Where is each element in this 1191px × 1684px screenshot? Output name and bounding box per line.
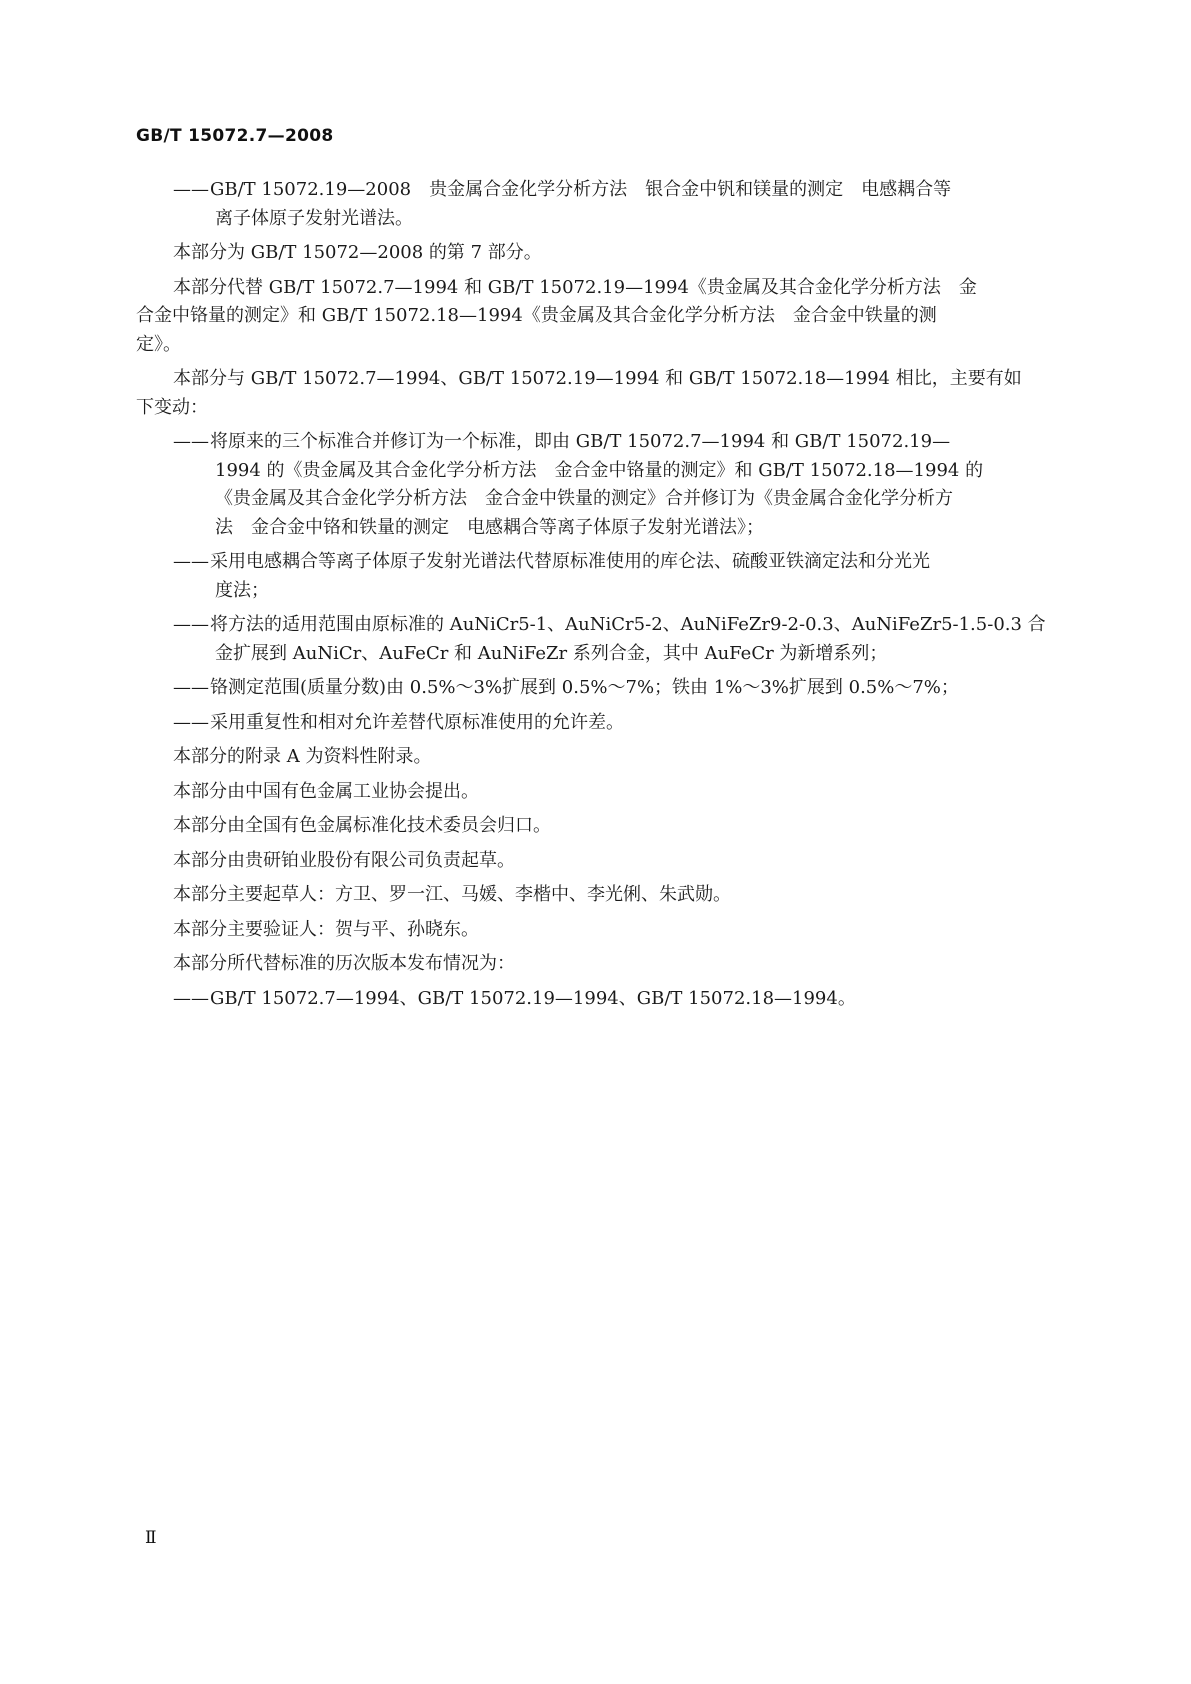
paragraph-line: 本部分为 GB/T 15072—2008 的第 7 部分。: [173, 242, 542, 263]
list-item: [173, 428, 1055, 542]
list-item-line: 将方法的适用范围由原标准的 AuNiCr5-1、AuNiCr5-2、AuNiFeZr9-2-0.3、AuNiFeZr5-1.5-0.3 合: [210, 614, 1046, 635]
paragraph: [173, 950, 1055, 979]
paragraph-line: 本部分与 GB/T 15072.7—1994、GB/T 15072.19—1994 和 GB/T 15072.18—1994 相比，主要有如: [173, 368, 1022, 389]
list-item-line: 1994 的《贵金属及其合金化学分析方法 金合金中铬量的测定》和 GB/T 15072.18—1994 的: [215, 459, 984, 481]
list-item-line: 金扩展到 AuNiCr、AuFeCr 和 AuNiFeZr 系列合金，其中 AuFeCr 为新增系列；: [215, 642, 888, 664]
paragraph: [173, 881, 1055, 910]
list-item: [173, 985, 1055, 1014]
list-item: [173, 709, 1055, 738]
page-number: Ⅱ: [145, 1528, 157, 1548]
dash-bullet: ——: [173, 431, 209, 452]
list-item-line: 采用电感耦合等离子体原子发射光谱法代替原标准使用的库仑法、硫酸亚铁滴定法和分光光: [210, 551, 930, 572]
paragraph-line: 本部分所代替标准的历次版本发布情况为：: [173, 953, 515, 974]
list-item-line: 铬测定范围(质量分数)由 0.5%～3%扩展到 0.5%～7%；铁由 1%～3%扩展到 0.5%～7%；: [210, 677, 959, 698]
paragraph-line: 本部分由贵研铂业股份有限公司负责起草。: [173, 849, 515, 871]
list-item-line: GB/T 15072.7—1994、GB/T 15072.19—1994、GB/T 15072.18—1994。: [210, 987, 856, 1009]
paragraph-line: 本部分主要验证人：贺与平、孙晓东。: [173, 918, 479, 940]
paragraph: [136, 365, 1055, 422]
list-item-line: 离子体原子发射光谱法。: [215, 207, 413, 229]
paragraph-line: 本部分的附录 A 为资料性附录。: [173, 746, 432, 767]
list-item-text: [173, 548, 1055, 577]
paragraph-line: 本部分代替 GB/T 15072.7—1994 和 GB/T 15072.19—1994《贵金属及其合金化学分析方法 金: [173, 276, 977, 298]
list-item-text: [173, 611, 1055, 640]
paragraph: [173, 812, 1055, 841]
paragraph-line: 定》。: [136, 333, 181, 355]
paragraph: [173, 778, 1055, 807]
paragraph: [173, 743, 1055, 772]
dash-bullet: ——: [173, 677, 209, 698]
list-item-line: 法 金合金中铬和铁量的测定 电感耦合等离子体原子发射光谱法》；: [215, 516, 764, 538]
dash-bullet: ——: [173, 987, 209, 1009]
dash-bullet: ——: [173, 551, 209, 572]
list-item: [173, 611, 1055, 668]
paragraph: [173, 916, 1055, 945]
list-item-text: [173, 176, 1055, 205]
list-item: [173, 548, 1055, 605]
dash-bullet: ——: [173, 614, 209, 635]
document-header: GB/T 15072.7—2008: [136, 126, 334, 146]
paragraph: [173, 847, 1055, 876]
list-item-line: GB/T 15072.19—2008 贵金属合金化学分析方法 银合金中钒和镁量的测定 电感耦合等: [210, 179, 952, 200]
list-item: [173, 176, 1055, 233]
list-item-line: 《贵金属及其合金化学分析方法 金合金中铁量的测定》合并修订为《贵金属合金化学分析方: [215, 488, 953, 509]
paragraph: [136, 274, 1055, 360]
list-item-line: 将原来的三个标准合并修订为一个标准，即由 GB/T 15072.7—1994 和 GB/T 15072.19—: [210, 431, 951, 452]
list-item: [173, 674, 1055, 703]
list-item-line: 采用重复性和相对允许差替代原标准使用的允许差。: [210, 711, 624, 733]
paragraph-line: 合金中铬量的测定》和 GB/T 15072.18—1994《贵金属及其合金化学分析方法 金合金中铁量的测: [136, 305, 937, 326]
list-item-text: [173, 674, 1055, 703]
paragraph-line: 下变动：: [136, 396, 208, 418]
paragraph: [173, 239, 1055, 268]
list-item-text: [173, 709, 1055, 738]
paragraph-line: 本部分由全国有色金属标准化技术委员会归口。: [173, 815, 551, 836]
document-body: [136, 176, 1055, 1019]
dash-bullet: ——: [173, 711, 209, 733]
list-item-line: 度法；: [215, 579, 269, 601]
dash-bullet: ——: [173, 179, 209, 200]
paragraph-line: 本部分由中国有色金属工业协会提出。: [173, 780, 479, 802]
list-item-text: [173, 985, 1055, 1014]
paragraph-line: 本部分主要起草人：方卫、罗一江、马媛、李楷中、李光俐、朱武勋。: [173, 884, 731, 905]
list-item-text: [173, 428, 1055, 457]
